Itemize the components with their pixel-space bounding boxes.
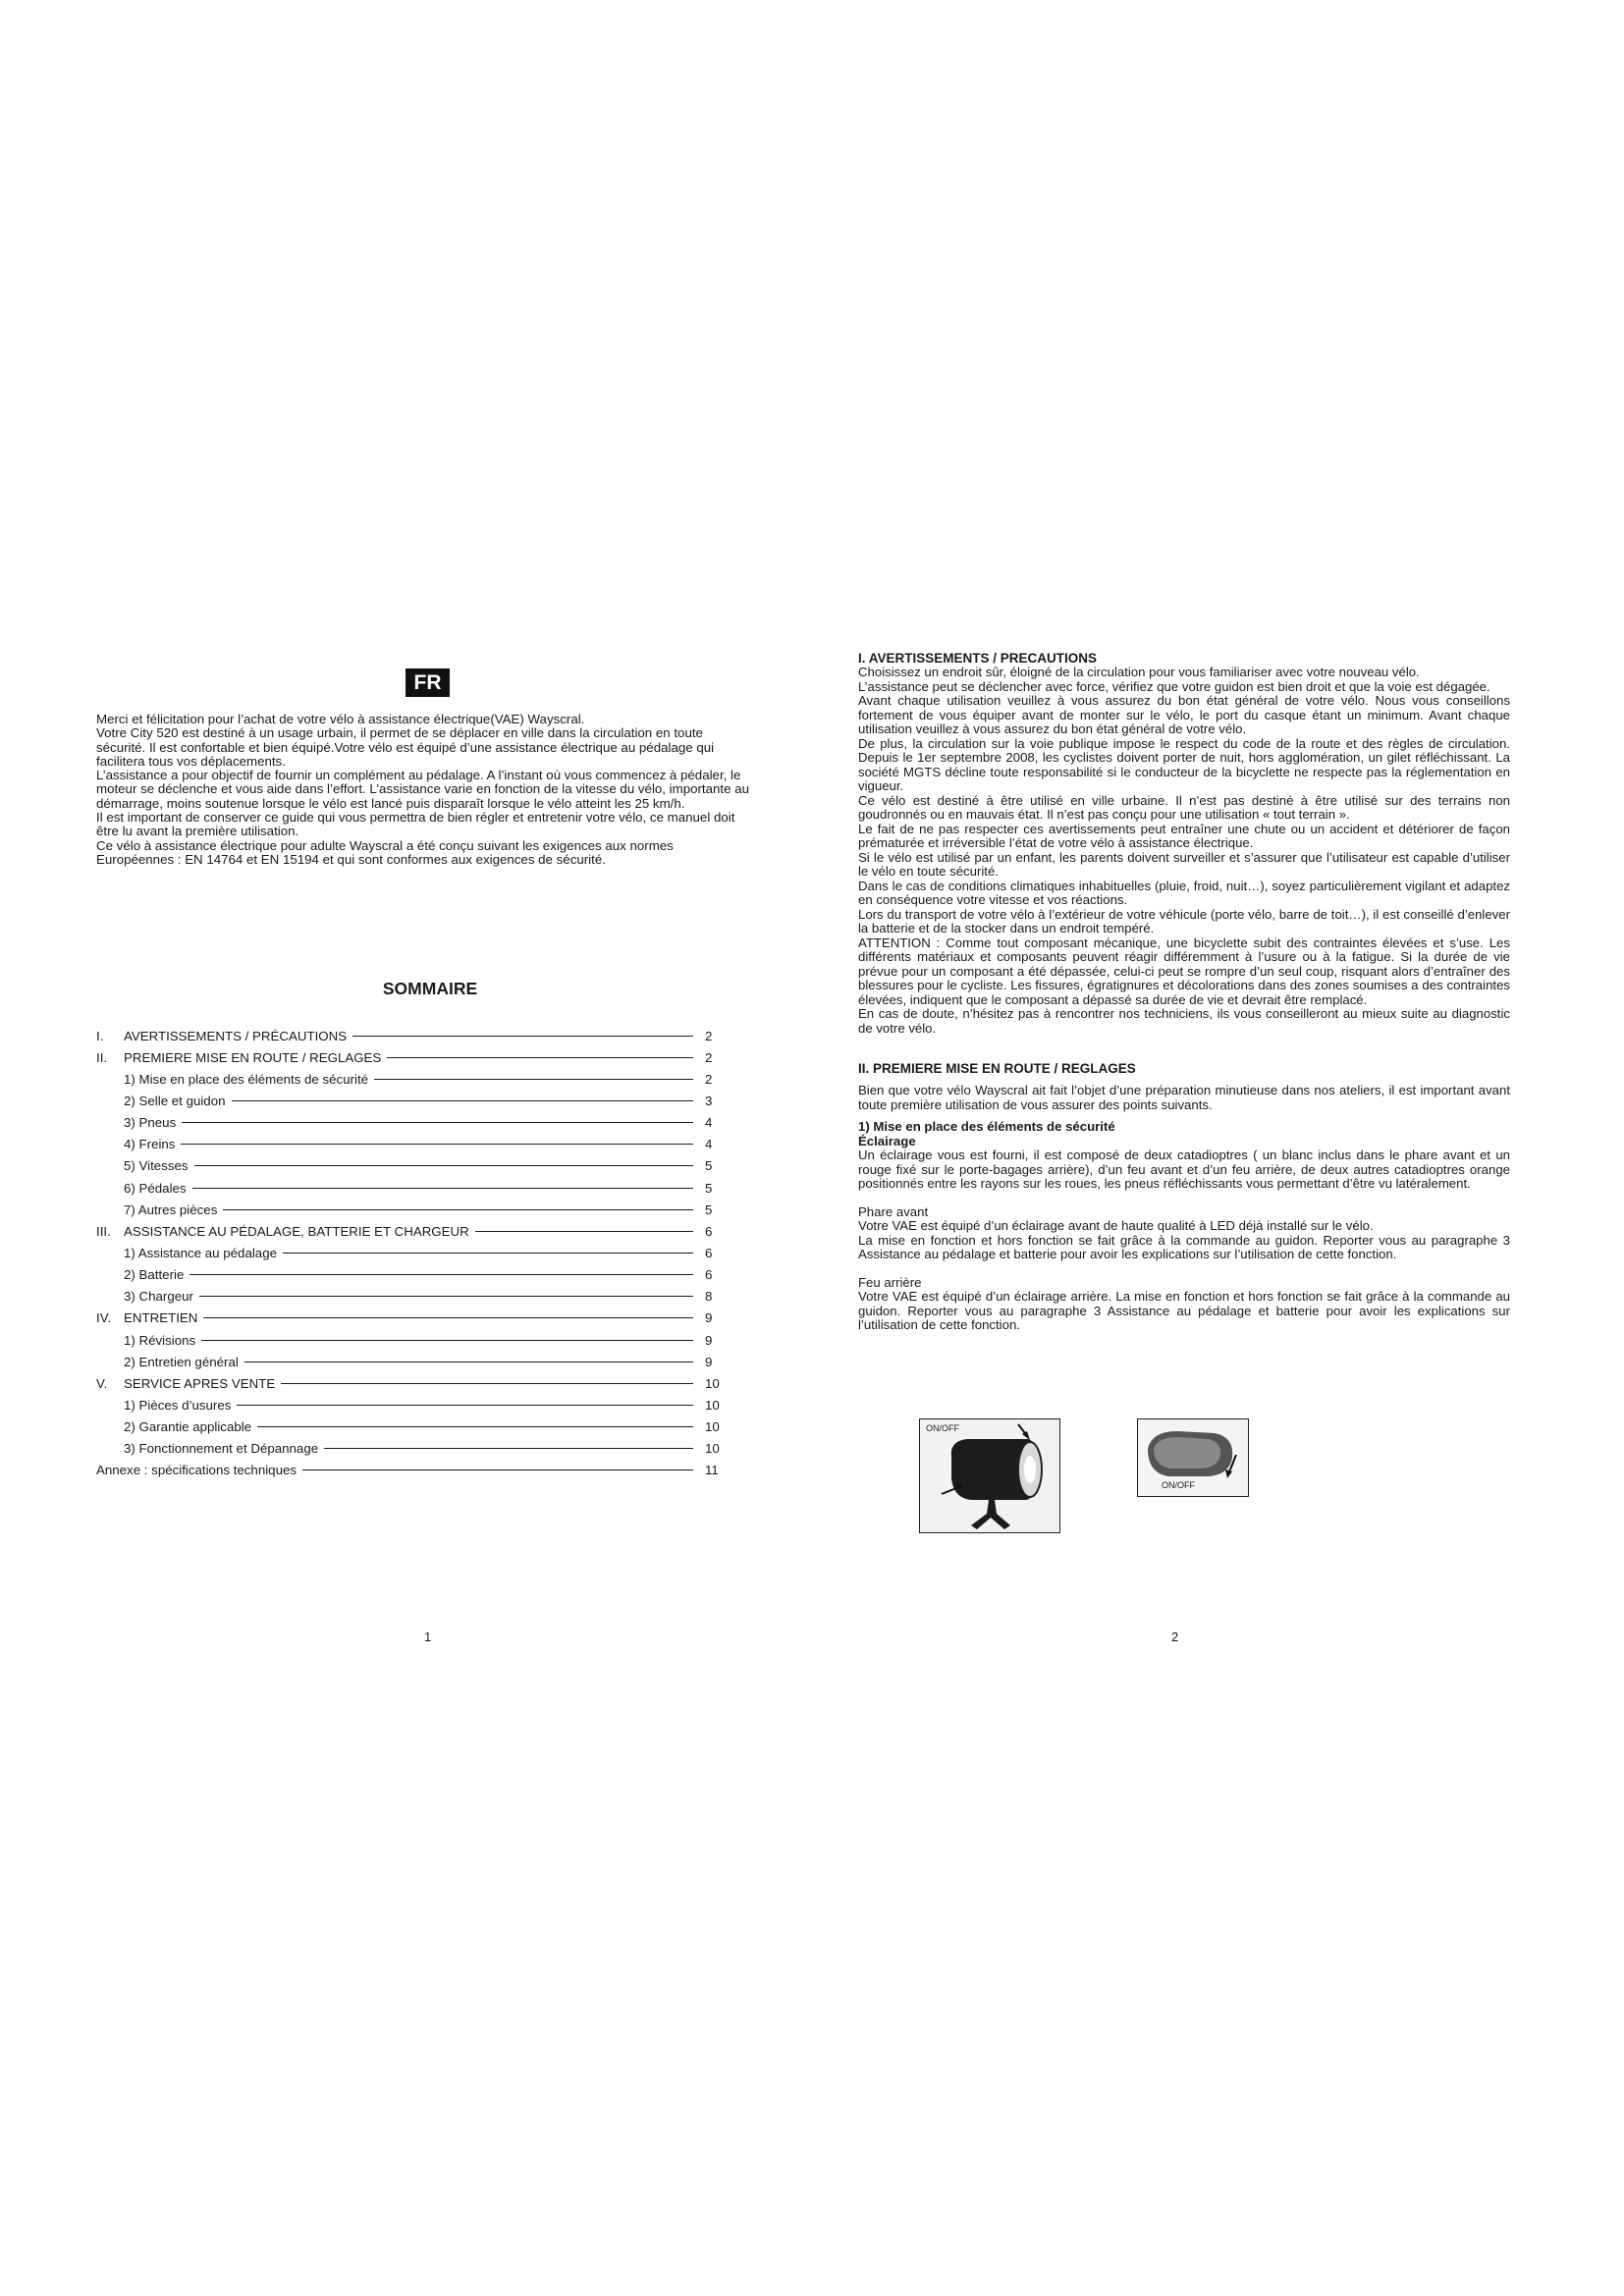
toc-row-leader bbox=[182, 1122, 693, 1123]
toc-row bbox=[96, 1177, 727, 1199]
intro-paragraph: L’assistance a pour objectif de fournir un complément au pédalage. A l’instant où vous commencez à pédaler, le moteur se déclenche et vous aide dans l’effort. L’assistance varie en fonction de la vitesse du vélo, importante au démarrage, moins soutenue lorsque le vélo est lancé puis disparaît lorsque le vélo atteint les 25 km/h. bbox=[96, 768, 749, 811]
section-1-paragraph: Avant chaque utilisation veuillez à vous assurez du bon état général de votre vélo. Nous vous conseillons fortement de vous équiper avant de monter sur le vélo, le port du casque étant un minimum. Avant chaque utilisation veuillez à vous assurez du bon état général de votre vélo. bbox=[858, 693, 1510, 736]
toc-row-page: 4 bbox=[705, 1115, 713, 1131]
section-1-paragraphs bbox=[858, 666, 1510, 1036]
toc-row-page: 5 bbox=[705, 1180, 713, 1196]
toc-row-leader bbox=[352, 1036, 693, 1037]
rear-light-image bbox=[1137, 1418, 1249, 1497]
intro-paragraph: Votre City 520 est destiné à un usage urbain, il permet de se déplacer en ville dans la circulation en toute sécurité. Il est confortable et bien équipé.Votre vélo est équipé d’une assistance électrique au pédalage qui facilitera tous vos déplacements. bbox=[96, 725, 715, 769]
toc-row-leader bbox=[387, 1057, 693, 1058]
toc-row-label: 3) Fonctionnement et Dépannage bbox=[124, 1441, 319, 1457]
toc-row-label: 7) Autres pièces bbox=[124, 1201, 218, 1217]
toc-row-label: ENTRETIEN bbox=[124, 1310, 198, 1326]
toc-row-number: II. bbox=[96, 1049, 108, 1065]
toc-row-label: 4) Freins bbox=[124, 1137, 176, 1152]
toc-row-leader bbox=[192, 1188, 693, 1189]
rear-light-onoff-label: ON/OFF bbox=[1162, 1480, 1195, 1490]
feu-arriere-text: Votre VAE est équipé d’un éclairage arrière. La mise en fonction et hors fonction se fait grâce à la commande au guidon. Reporter vous au paragraphe 3 Assistance au pédalage et batterie pour avoir les explications sur l’utilisation de cette fonction. bbox=[858, 1289, 1510, 1332]
phare-avant-title: Phare avant bbox=[858, 1203, 929, 1219]
section-1-title: I. AVERTISSEMENTS / PRECAUTIONS bbox=[858, 651, 1098, 666]
toc-row-page: 2 bbox=[705, 1071, 713, 1087]
toc-row-leader bbox=[223, 1209, 693, 1210]
intro-paragraph: Merci et félicitation pour l’achat de votre vélo à assistance électrique(VAE) Wayscral. bbox=[96, 712, 585, 726]
toc-row-page: 10 bbox=[705, 1419, 720, 1435]
toc-row bbox=[96, 1394, 727, 1415]
section-1-paragraph: Lors du transport de votre vélo à l’extérieur de votre véhicule (porte vélo, barre de toit…), il est conseillé d’enlever la batterie et de la stocker dans un endroit tempéré. bbox=[858, 906, 1510, 935]
toc-row-page: 8 bbox=[705, 1289, 713, 1305]
subsection-1-title: 1) Mise en place des éléments de sécurité bbox=[858, 1119, 1115, 1134]
toc-row bbox=[96, 1286, 727, 1308]
toc-row-leader bbox=[237, 1405, 693, 1406]
toc-row-leader bbox=[232, 1100, 694, 1101]
toc-row-page: 6 bbox=[705, 1245, 713, 1260]
toc-row-leader bbox=[324, 1448, 693, 1449]
section-1-paragraph: L’assistance peut se déclencher avec force, vérifiez que votre guidon est bien droit et que la voie est dégagée. bbox=[858, 678, 1490, 694]
toc-row-page: 3 bbox=[705, 1093, 713, 1108]
toc-row-leader bbox=[194, 1165, 693, 1166]
toc-row-label: 1) Pièces d’usures bbox=[124, 1397, 232, 1413]
front-light-image bbox=[919, 1418, 1060, 1533]
toc-row-label: 1) Révisions bbox=[124, 1332, 196, 1348]
section-1-paragraph: ATTENTION : Comme tout composant mécanique, une bicyclette subit des contraintes élevées et s’use. Les différents matériaux et composants peuvent réagir différemment à l’usure ou à la fatigue. Si la durée de vie prévue pour un composant a été dépassée, celui-ci peut se rompre d’un seul coup, risquant alors d’entraîner des blessures pour le cycliste. Les fissures, égratignures et décolorations dans des zones soumises a des contraintes élevées, indiquent que le composant a dépassé sa durée de vie et devrait être remplacé. bbox=[858, 934, 1510, 1007]
toc-row-page: 11 bbox=[705, 1463, 719, 1478]
toc-row bbox=[96, 1068, 727, 1090]
section-1-paragraph: Le fait de ne pas respecter ces avertissements peut entraîner une chute ou un accident et détériorer de façon prématurée et irréversible l’état de votre vélo à assistance électrique. bbox=[858, 821, 1510, 850]
feu-arriere-title: Feu arrière bbox=[858, 1274, 922, 1290]
toc-row-leader bbox=[302, 1469, 693, 1470]
eclairage-title: Éclairage bbox=[858, 1133, 916, 1148]
toc-row-number: III. bbox=[96, 1223, 111, 1239]
toc-row-leader bbox=[257, 1426, 693, 1427]
toc-row bbox=[96, 1046, 727, 1068]
section-1-paragraph: De plus, la circulation sur la voie publique impose le respect du code de la route et des règles de circulation. Depuis le 1er septembre 2008, les cyclistes doivent porter de nuit, hors agglomération, un gilet réfléchissant. La société MGTS décline toute responsabilité si le conducteur de la bicyclette ne respecte pas la réglementation en vigueur. bbox=[858, 735, 1510, 793]
toc-row bbox=[96, 1112, 727, 1134]
toc-row-label: 2) Selle et guidon bbox=[124, 1093, 226, 1108]
intro-paragraph: Il est important de conserver ce guide qui vous permettra de bien régler et entretenir votre vélo, ce manuel doit être lu avant la première utilisation. bbox=[96, 810, 735, 839]
section-2-title: II. PREMIERE MISE EN ROUTE / REGLAGES bbox=[858, 1061, 1136, 1076]
language-badge: FR bbox=[406, 668, 450, 697]
toc-row-page: 10 bbox=[705, 1441, 720, 1457]
toc-row-leader bbox=[281, 1383, 693, 1384]
toc-row-label: 2) Batterie bbox=[124, 1267, 185, 1283]
toc-row-label: ASSISTANCE AU PÉDALAGE, BATTERIE ET CHARGEUR bbox=[124, 1223, 469, 1239]
toc-row-page: 9 bbox=[705, 1332, 713, 1348]
toc-row bbox=[96, 1090, 727, 1111]
toc-row-page: 2 bbox=[705, 1028, 713, 1043]
intro-paragraph: Ce vélo à assistance électrique pour adulte Wayscral a été conçu suivant les exigences aux normes Européennes : EN 14764 et EN 15194 et qui sont conformes aux exigences de sécurité. bbox=[96, 837, 674, 867]
toc-row-label: 6) Pédales bbox=[124, 1180, 187, 1196]
toc-row-page: 10 bbox=[705, 1375, 720, 1391]
toc-row-leader bbox=[283, 1253, 693, 1254]
section-1-paragraph: En cas de doute, n’hésitez pas à rencontrer nos techniciens, ils vous conseilleront au mieux suite au diagnostic de votre vélo. bbox=[858, 1006, 1510, 1036]
toc-row-label: 5) Vitesses bbox=[124, 1158, 189, 1174]
section-1-paragraph: Ce vélo est destiné à être utilisé en ville urbaine. Il n’est pas destiné à être utilisé sur des terrains non goudronnés ou en mauvais état. Il n’est pas conçu pour une utilisation « tout terrain ». bbox=[858, 792, 1510, 822]
sommaire-title: SOMMAIRE bbox=[382, 979, 478, 998]
toc-row-leader bbox=[374, 1079, 693, 1080]
eclairage-text: Un éclairage vous est fourni, il est composé de deux catadioptres ( un blanc inclus dans le phare avant et un rouge fixé sur le porte-bagages arrière), d’un feu avant et d’un feu arrière, de deux autres catadioptres orange positionnés entre les rayons sur les roues, les pneus réfléchissants vous permettant d’être vu latéralement. bbox=[858, 1148, 1510, 1191]
toc-row bbox=[96, 1329, 727, 1351]
toc-row bbox=[96, 1438, 727, 1460]
toc-row-label: 1) Mise en place des éléments de sécurité bbox=[124, 1071, 369, 1087]
toc-row-label: SERVICE APRES VENTE bbox=[124, 1375, 276, 1391]
section-2-intro: Bien que votre vélo Wayscral ait fait l’objet d’une préparation minutieuse dans nos ateliers, il est important avant toute première utilisation de vous assurer des points suivants. bbox=[858, 1083, 1510, 1112]
toc-row bbox=[96, 1134, 727, 1155]
right-page-body bbox=[858, 651, 1510, 1333]
toc-row-leader bbox=[201, 1340, 693, 1341]
toc-row-page: 2 bbox=[705, 1049, 713, 1065]
toc-row-number: V. bbox=[96, 1375, 108, 1391]
toc-row-number: I. bbox=[96, 1028, 104, 1043]
toc-row-page: 6 bbox=[705, 1267, 713, 1283]
toc-row-number: IV. bbox=[96, 1310, 112, 1326]
toc-row-leader bbox=[203, 1317, 693, 1318]
toc-row-label: AVERTISSEMENTS / PRÉCAUTIONS bbox=[124, 1028, 348, 1043]
section-1-paragraph: Dans le cas de conditions climatiques inhabituelles (pluie, froid, nuit…), soyez particulièrement vigilant et adaptez en conséquence votre vitesse et vos réactions. bbox=[858, 878, 1510, 907]
toc-row bbox=[96, 1372, 727, 1394]
toc-row bbox=[96, 1242, 727, 1263]
toc-row-label: 2) Garantie applicable bbox=[124, 1419, 252, 1435]
toc-row-page: 9 bbox=[705, 1354, 713, 1369]
toc-row-leader bbox=[189, 1274, 693, 1275]
page-number-right: 2 bbox=[1171, 1629, 1179, 1644]
toc-row-page: 4 bbox=[705, 1137, 713, 1152]
section-1-paragraph: Si le vélo est utilisé par un enfant, les parents doivent surveiller et s’assurer que l’utilisateur est capable d’utiliser le vélo en toute sécurité. bbox=[858, 849, 1510, 879]
section-1-paragraph: Choisissez un endroit sûr, éloigné de la circulation pour vous familiariser avec votre nouveau vélo. bbox=[858, 665, 1420, 679]
toc-row bbox=[96, 1308, 727, 1329]
toc-row-page: 5 bbox=[705, 1158, 713, 1174]
toc-row bbox=[96, 1199, 727, 1220]
front-light-icon bbox=[920, 1419, 1059, 1532]
table-of-contents bbox=[96, 1025, 727, 1481]
toc-row-page: 5 bbox=[705, 1201, 713, 1217]
toc-row-label: PREMIERE MISE EN ROUTE / REGLAGES bbox=[124, 1049, 382, 1065]
toc-row-page: 6 bbox=[705, 1223, 713, 1239]
toc-row-label: 2) Entretien général bbox=[124, 1354, 239, 1369]
toc-row-label: 3) Pneus bbox=[124, 1115, 177, 1131]
toc-row bbox=[96, 1155, 727, 1177]
phare-avant-text: La mise en fonction et hors fonction se fait grâce à la commande au guidon. Reporter vous au paragraphe 3 Assistance au pédalage et batterie pour avoir les explications sur l’utilisation de cette fonction. bbox=[858, 1232, 1510, 1261]
toc-row-leader bbox=[199, 1296, 693, 1297]
page-number-left: 1 bbox=[424, 1629, 432, 1644]
toc-row bbox=[96, 1025, 727, 1046]
toc-row-page: 10 bbox=[705, 1397, 720, 1413]
toc-row bbox=[96, 1220, 727, 1242]
phare-avant-text: Votre VAE est équipé d’un éclairage avant de haute qualité à LED déjà installé sur le vélo. bbox=[858, 1218, 1374, 1233]
toc-row-page: 9 bbox=[705, 1310, 713, 1326]
toc-row-label: Annexe : spécifications techniques bbox=[96, 1463, 298, 1478]
intro-text bbox=[96, 713, 750, 867]
toc-row-leader bbox=[181, 1144, 693, 1145]
toc-row-label: 1) Assistance au pédalage bbox=[124, 1245, 277, 1260]
toc-row bbox=[96, 1416, 727, 1438]
toc-row bbox=[96, 1460, 727, 1481]
toc-row-label: 3) Chargeur bbox=[124, 1289, 193, 1305]
toc-row-leader bbox=[475, 1231, 693, 1232]
front-light-onoff-label: ON/OFF bbox=[926, 1423, 959, 1433]
toc-row bbox=[96, 1264, 727, 1286]
toc-row bbox=[96, 1351, 727, 1372]
